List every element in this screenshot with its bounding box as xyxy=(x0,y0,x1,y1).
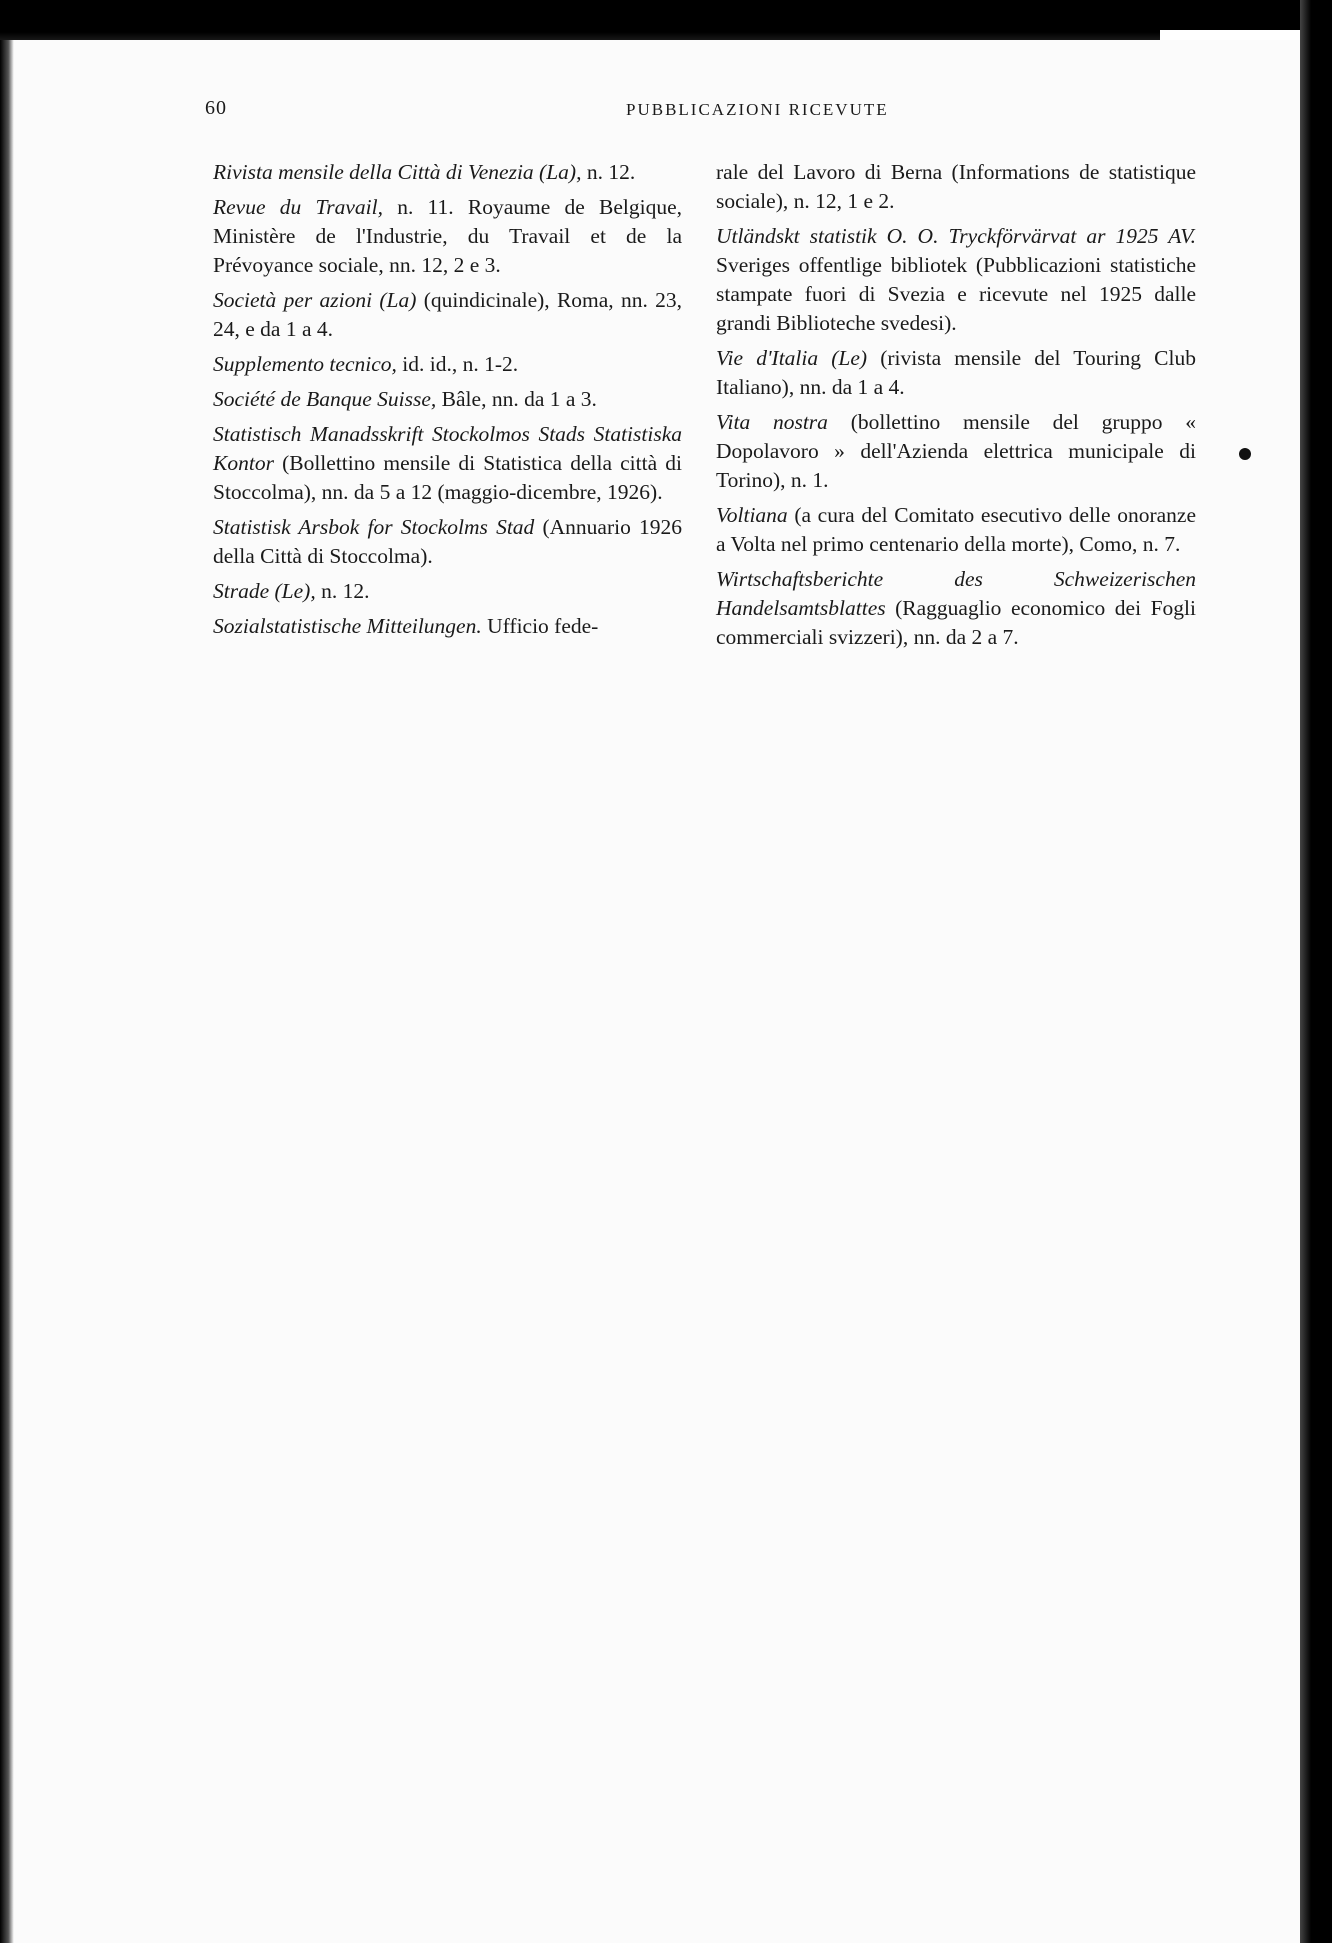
entry-text: (a cura del Comitato esecutivo delle onoranze a Volta nel primo centenario della morte), Como, n. 7. xyxy=(716,503,1196,556)
entry-title: Statistisk Arsbok for Stockolms Stad xyxy=(213,515,535,539)
entry-text: Sveriges offentlige bibliotek (Pubblicazioni statistiche stampate fuori di Svezia e ricevute nel 1925 dalle grandi Biblioteche svedesi). xyxy=(716,253,1196,335)
entry xyxy=(716,501,1196,559)
entry xyxy=(213,612,682,641)
entry-text: id. id., n. 1-2. xyxy=(402,352,519,376)
entry xyxy=(213,193,682,280)
entry-title: Strade (Le), xyxy=(213,579,316,603)
entry xyxy=(213,385,682,414)
entry-text: (Ragguaglio economico dei Fogli commerciali svizzeri), nn. da 2 a 7. xyxy=(716,596,1196,649)
entry xyxy=(716,344,1196,402)
entry-text: n. 12. xyxy=(321,579,370,603)
right-column xyxy=(716,158,1196,658)
entry-text: (bollettino mensile del gruppo « Dopolavoro » dell'Azienda elettrica municipale di Torino), n. 1. xyxy=(716,410,1197,492)
entry-text: n. 12. xyxy=(586,160,636,184)
entry xyxy=(716,408,1196,495)
entry-title: Revue du Travail, xyxy=(213,195,383,219)
entry-continuation xyxy=(716,158,1196,216)
entry xyxy=(213,577,682,606)
entry-text: Ufficio fede- xyxy=(487,614,599,638)
scan-border-right xyxy=(1300,0,1332,1943)
entry-title: Società per azioni (La) xyxy=(213,288,417,312)
entry-text: rale del Lavoro di Berna (Informations de statistique sociale), n. 12, 1 e 2. xyxy=(716,160,1196,213)
entry-title: Vie d'Italia (Le) xyxy=(716,346,868,370)
entry-title: Société de Banque Suisse, xyxy=(213,387,437,411)
entry-text: (Annuario 1926 della Città di Stoccolma). xyxy=(213,515,683,568)
entry-title: Sozialstatistische Mitteilungen. xyxy=(213,614,482,638)
entry-title: Statistisch Manadsskrift Stockolmos Stads Statistiska Kontor xyxy=(213,422,682,475)
entry-title: Voltiana xyxy=(716,503,788,527)
entry xyxy=(716,222,1196,338)
entry xyxy=(716,565,1196,652)
entry-title: Supplemento tecnico, xyxy=(213,352,397,376)
left-column xyxy=(213,158,682,647)
entry-title: Wirtschaftsberichte des Schweizerischen Handelsamtsblattes xyxy=(716,567,1196,620)
entry-title: Vita nostra xyxy=(716,410,828,434)
entry-text: Bâle, nn. da 1 a 3. xyxy=(441,387,597,411)
entry-title: Rivista mensile della Città di Venezia (La), xyxy=(213,160,582,184)
running-head: PUBBLICAZIONI RICEVUTE xyxy=(626,100,889,119)
entry xyxy=(213,158,682,187)
entry-text: (quindicinale), Roma, nn. 23, 24, e da 1 a 4. xyxy=(213,288,682,341)
entry xyxy=(213,286,682,344)
entry xyxy=(213,350,682,379)
entry xyxy=(213,420,682,507)
entry-text: (Bollettino mensile di Statistica della città di Stoccolma), nn. da 5 a 12 (maggio-dicembre, 1926). xyxy=(213,451,682,504)
entry-text: (rivista mensile del Touring Club Italiano), nn. da 1 a 4. xyxy=(716,346,1196,399)
scan-border-left xyxy=(0,40,14,1943)
entry-text: n. 11. Royaume de Belgique, Ministère de l'Industrie, du Travail et de la Prévoyance sociale, nn. 12, 2 e 3. xyxy=(213,195,682,277)
margin-bullet-mark xyxy=(1239,448,1251,460)
page-number: 60 xyxy=(205,97,227,119)
entry-title: Utländskt statistik O. O. Tryckförvärvat ar 1925 AV. xyxy=(716,224,1196,248)
entry xyxy=(213,513,682,571)
